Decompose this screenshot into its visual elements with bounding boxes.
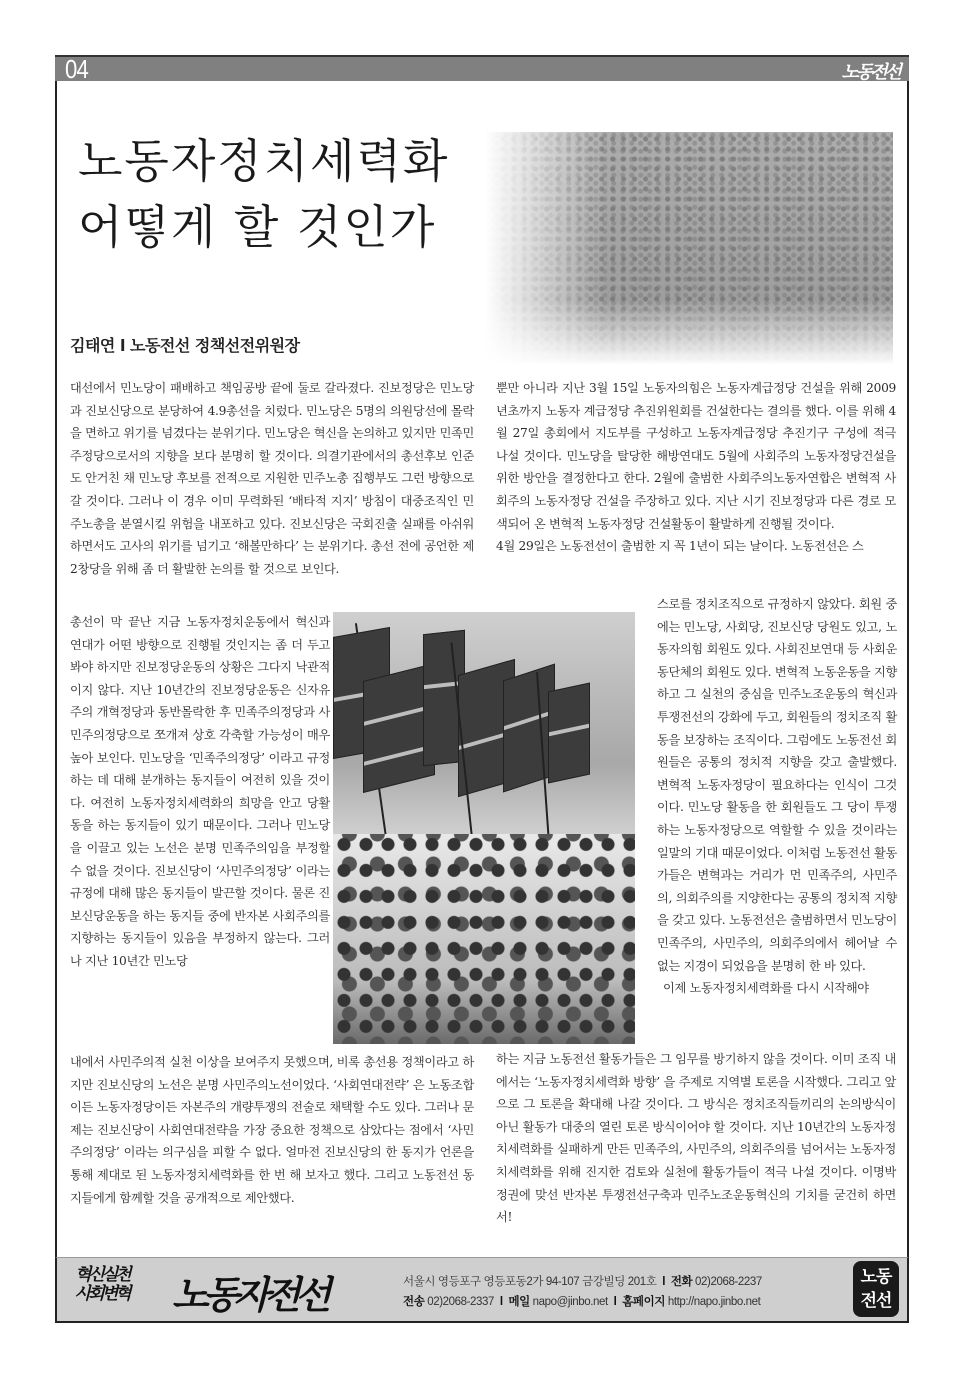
paragraph: 대선에서 민노당이 패배하고 책임공방 끝에 둘로 갈라졌다. 진보정당은 민노당과 진보신당으로 분당하여 4.9총선을 치렀다. 민노당은 5명의 의원당선에 몰락을 면하고 위기를 넘겼다는 분위기다. 민노당은 혁신을 논의하고 있지만 민족민주정당으로서의 지향을 보다 분명히 할 것이다. 의결기관에서의 총선후보 인준도 안거친 채 민노당 후보를 전적으로 지원한 민주노총 집행부도 그런 방향으로 갈 것이다. 그러나 이 경우 이미 무력화된 ‘배타적 지지’ 방침이 대중조직인 민주노총을 분열시킬 위험을 내포하고 있다. 진보신당은 국회진출 실패를 아쉬워하면서도 고사의 위기를 넘기고 ‘해볼만하다’ 는 분위기다. 총선 전에 공언한 제2창당을 위해 좀 더 활발한 논의를 할 것으로 보인다. — [70, 381, 474, 576]
fax-number: 02)2068-2337 — [427, 1296, 495, 1308]
contact-line-2 — [403, 1292, 762, 1312]
email-link[interactable]: napo@jinbo.net — [532, 1296, 608, 1308]
contact-line-1 — [403, 1272, 762, 1292]
footer — [55, 1257, 909, 1323]
footer-brand-logo: 노동자전선 — [172, 1273, 326, 1317]
masthead-logo: 노동전선 — [841, 62, 899, 83]
paragraph: 스로를 정치조직으로 규정하지 않았다. 회원 중에는 민노당, 사회당, 진보신당 당원도 있고, 노동자의힘 회원도 있다. 사회진보연대 등 사회운동단체의 회원도 있다. 변혁적 노동운동을 지향하고 그 실천의 중심을 민주노조운동의 혁신과 투쟁전선의 강화에 두고, 회원들의 정치조직 활동을 보장하는 조직이다. 그럼에도 노동전선 회원들은 공통의 정치적 지향을 갖고 출발했다. 변혁적 노동자정당이 필요하다는 인식이 그것이다. 민노당 활동을 한 회원들도 그 당이 투쟁하는 노동자정당으로 역할할 수 있을 것이라는 일말의 기대 때문이었다. 이처럼 노동전선 활동가들은 변혁과는 거리가 먼 민족주의, 사민주의, 의회주의를 지양한다는 공통의 정치적 지향을 갖고 있다. 노동전선은 출범하면서 민노당이 민족주의, 사민주의, 의회주의에서 헤어날 수 없는 지경이 되었음을 분명히 한 바 있다. — [657, 597, 897, 973]
paragraph: 하는 지금 노동전선 활동가들은 그 임무를 방기하지 않을 것이다. 이미 조직 내에서는 ‘노동자정치세력화 방향’ 을 주제로 지역별 토론을 시작했다. 그리고 앞으로 그 토론을 확대해 나갈 것이다. 그 방식은 정치조직들끼리의 논의방식이 아닌 활동가 대중의 열린 토론 방식이어야 할 것이다. 지난 10년간의 노동자정치세력화를 실패하게 만든 민족주의, 사민주의, 의회주의를 넘어서는 노동자정치세력화를 위해 진지한 검토와 실천에 활동가들이 적극 나설 것이다. 이명박정권에 맞선 반자본 투쟁전선구축과 민주노조운동혁신의 기치를 굳건히 하면서! — [496, 1052, 896, 1225]
rally-photo — [333, 612, 635, 1044]
article-body-left-mid — [70, 611, 330, 973]
separator: l — [499, 1296, 503, 1308]
paragraph: 뿐만 아니라 지난 3월 15일 노동자의힘은 노동자계급정당 건설을 위해 2009년초까지 노동자 계급정당 추진위원회를 건설한다는 결의를 했다. 이를 위해 4월 27일 총회에서 지도부를 구성하고 노동자계급정당 추진기구 구성에 적극 나설 것이다. 민노당을 탈당한 해방연대도 5월에 사회주의 노동자정당건설을 위한 방안을 결정한다고 한다. 2월에 출범한 사회주의노동자연합은 변혁적 사회주의 노동자정당 건설을 주장하고 있다. 지난 시기 진보정당과 다른 경로 모색되어 온 변혁적 노동자정당 건설활동이 활발하게 진행될 것이다. — [496, 381, 896, 531]
article-body-right-bottom — [496, 1048, 896, 1229]
paragraph: 이제 노동자정치세력화를 다시 시작해야 — [663, 981, 869, 996]
paragraph: 4월 29일은 노동전선이 출범한 지 꼭 1년이 되는 날이다. 노동전선은 스 — [496, 539, 864, 554]
slogan-line-1: 혁신실천 — [75, 1265, 129, 1285]
homepage-label: 홈페이지 — [622, 1296, 666, 1308]
badge-line-2: 전선 — [860, 1291, 892, 1311]
fax-label: 전송 — [403, 1296, 425, 1308]
article-body-left-bottom — [70, 1051, 474, 1209]
photo-fade — [485, 300, 893, 366]
article-title — [78, 128, 450, 260]
badge-line-1: 노동 — [860, 1267, 892, 1287]
paragraph: 총선이 막 끝난 지금 노동자정치운동에서 혁신과 연대가 어떤 방향으로 진행될 것인지는 좀 더 두고 봐야 하지만 진보정당운동의 상황은 그다지 낙관적이지 않다. 지난 10년간의 진보정당운동은 신자유주의 개혁정당과 동반몰락한 후 민족주의정당과 사민주의정당으로 쪼개져 상호 각축할 가능성이 매우 높아 보인다. 민노당을 ‘민족주의정당’ 이라고 규정하는 데 대해 분개하는 동지들이 여전히 있을 것이다. 여전히 노동자정치세력화의 희망을 안고 당활동을 하는 동지들이 있기 때문이다. 그러나 민노당을 이끌고 있는 노선은 분명 민족주의임을 부정할 수 없을 것이다. 진보신당이 ‘사민주의정당’ 이라는 규정에 대해 많은 동지들이 발끈할 것이다. 물론 진보신당운동을 하는 동지들 중에 반자본 사회주의를 지향하는 동지들이 있음을 부정하지 않는다. 그러나 지난 10년간 민노당 — [70, 615, 330, 968]
flag — [548, 683, 590, 784]
separator: l — [662, 1276, 666, 1288]
separator: l — [613, 1296, 617, 1308]
byline: 김태연 l 노동전선 정책선전위원장 — [70, 336, 300, 355]
paragraph: 내에서 사민주의적 실천 이상을 보여주지 못했으며, 비록 총선용 정책이라고 하지만 진보신당의 노선은 분명 사민주의노선이었다. ‘사회연대전략’ 은 노동조합이든 노동자정당이든 자본주의 개량투쟁의 전술로 채택할 수도 있다. 그러나 문제는 진보신당이 사회연대전략을 가장 중요한 정책으로 삼았다는 점에서 ‘사민주의정당’ 이라는 의구심을 피할 수 없다. 얼마전 진보신당의 한 동지가 언론을 통해 제대로 된 노동자정치세력화를 한 번 해 보자고 했다. 그리고 노동전선 동지들에게 함께할 것을 공개적으로 제안했다. — [70, 1055, 474, 1205]
slogan-line-2: 사회변혁 — [75, 1284, 129, 1304]
contact-info — [403, 1272, 762, 1312]
homepage-link[interactable]: http://napo.jinbo.net — [667, 1296, 761, 1308]
logo-badge — [853, 1261, 899, 1317]
article-body-right-mid — [657, 593, 897, 1000]
article-body-left-top — [70, 377, 474, 580]
footer-slogan — [75, 1266, 129, 1304]
phone-number: 02)2068-2237 — [695, 1276, 762, 1288]
title-line-1: 노동자정치세력화 — [78, 134, 450, 188]
title-line-2: 어떻게 할 것인가 — [78, 200, 437, 254]
phone-label: 전화 — [670, 1276, 693, 1288]
crowd — [333, 834, 635, 1044]
email-label: 메일 — [508, 1296, 530, 1308]
address: 서울시 영등포구 영등포동2가 94-107 금강빌딩 201호 — [403, 1276, 657, 1288]
page-header-bar — [55, 54, 909, 84]
page-number: 04 — [65, 54, 88, 84]
article-body-right-top — [496, 377, 896, 558]
